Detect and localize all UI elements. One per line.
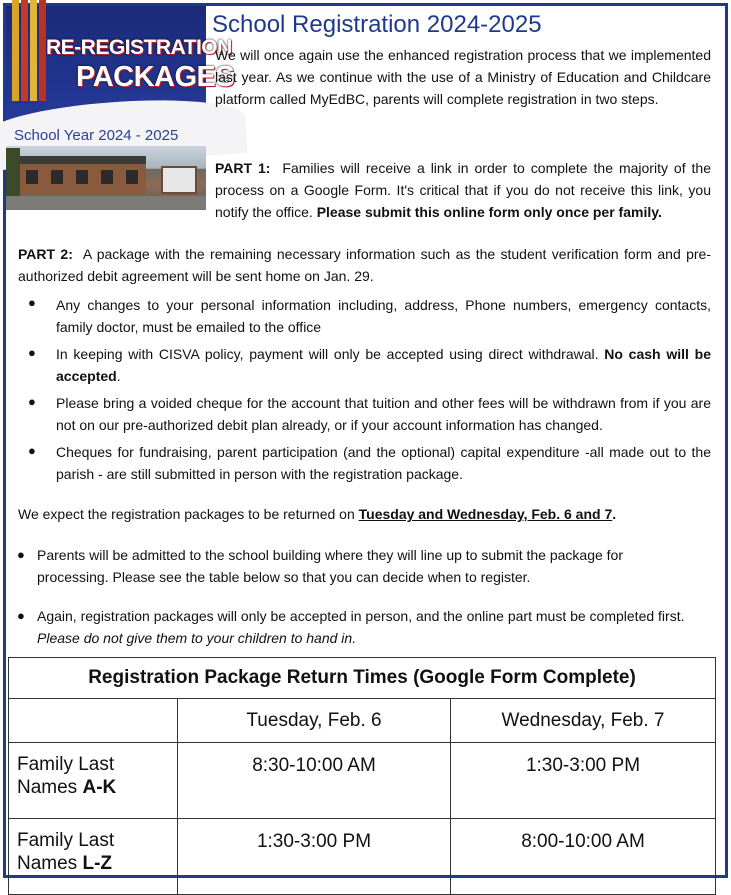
table-row [9,743,716,819]
row-label-text: Family Last Names [17,830,115,874]
table-row [9,819,716,895]
part2-label: PART 2: [18,246,73,262]
list-item-text: Again, registration packages will only be accepted in person, and the online part must be completed first. [37,608,685,624]
table-cell: 1:30-3:00 PM [178,819,451,895]
list-item-text: Please bring a voided cheque for the account that tuition and other fees will be withdrawn from if you are not on our pre-authorized debit plan already, or if your account information has changed. [56,395,711,433]
bullet-icon: ● [28,443,36,458]
pencil-graphic [30,0,37,101]
pencil-graphic [21,0,28,101]
pencil-graphic [12,0,19,101]
bullet-icon: ● [28,394,36,409]
part2-text: A package with the remaining necessary information such as the student verification form and pre-authorized debit agreement will be sent home on Jan. 29. [18,246,711,284]
return-times-table [8,657,716,895]
building-window [51,170,63,184]
list-item [37,544,687,588]
building-roof [16,156,146,164]
list-item-text: Parents will be admitted to the school building where they will line up to submit the package for processing. Please see the table below so that you can decide when to register. [37,547,623,585]
list-item [56,294,711,338]
return-dates-sentence [18,506,616,522]
banner-school-year: School Year 2024 - 2025 [14,127,179,144]
return-dates-text: We expect the registration packages to be returned on [18,506,355,522]
building-window [101,170,113,184]
registration-banner-image [6,6,235,210]
list-item [37,605,687,649]
table-cell: 8:00-10:00 AM [451,819,716,895]
table-cell: 1:30-3:00 PM [451,743,716,819]
part1-emphasis: Please submit this online form only once per family. [316,204,662,220]
tree [6,148,20,196]
list-item-text: Any changes to your personal information including, address, Phone numbers, emergency contacts, family doctor, must be emailed to the office [56,297,711,335]
list-item-text: Cheques for fundraising, parent participation (and the optional) capital expenditure -all made out to the parish - are still submitted in person with the registration package. [56,444,711,482]
return-dates: Tuesday and Wednesday, Feb. 6 and 7 [358,506,613,522]
building-window [76,170,88,184]
page-title: School Registration 2024-2025 [212,11,542,38]
table-header-cell: Wednesday, Feb. 7 [451,699,716,743]
table-header-cell: Tuesday, Feb. 6 [178,699,451,743]
building-window [26,170,38,184]
school-sign [161,166,197,194]
row-label-range: L-Z [82,853,113,874]
part1-label: PART 1: [215,160,271,176]
bullet-icon: ● [28,295,36,310]
ground [6,196,206,210]
list-item [56,343,711,387]
part2-paragraph [18,243,711,287]
row-label-text: Family Last Names [17,754,115,798]
banner-title-line1: RE-REGISTRATION [46,36,232,59]
list-item-italic: Please do not give them to your children to hand in. [37,630,357,646]
part1-paragraph [215,157,711,223]
list-item-text: In keeping with CISVA policy, payment will only be accepted using direct withdrawal. [56,346,599,362]
table-title: Registration Package Return Times (Google Form Complete) [9,658,716,699]
list-item-punctuation: . [116,368,121,384]
intro-paragraph: We will once again use the enhanced registration process that we implemented last year. As we continue with the use of a Ministry of Education and Childcare platform called MyEdBC, parents will complete registration in two steps. [215,47,711,107]
bullet-icon: ● [17,608,25,623]
row-label-range: A-K [82,777,117,798]
table-row-label [9,743,178,819]
part1-text: Families will receive a link in order to complete the majority of the process on a Google Form. It's critical that if you do not receive this link, you notify the office. [215,160,712,220]
list-item-emphasis: No cash will be accepted [56,346,712,384]
table-row-label [9,819,178,895]
list-item [56,441,711,485]
bullet-icon: ● [17,547,25,562]
table-header-row [9,699,716,743]
pencil-graphic [39,0,46,101]
list-item [56,392,711,436]
table-header-cell [9,699,178,743]
bullet-icon: ● [28,345,36,360]
table-cell: 8:30-10:00 AM [178,743,451,819]
banner-title-line2: PACKAGES [76,61,235,93]
building-window [126,170,138,184]
return-dates-punctuation: . [612,506,617,522]
